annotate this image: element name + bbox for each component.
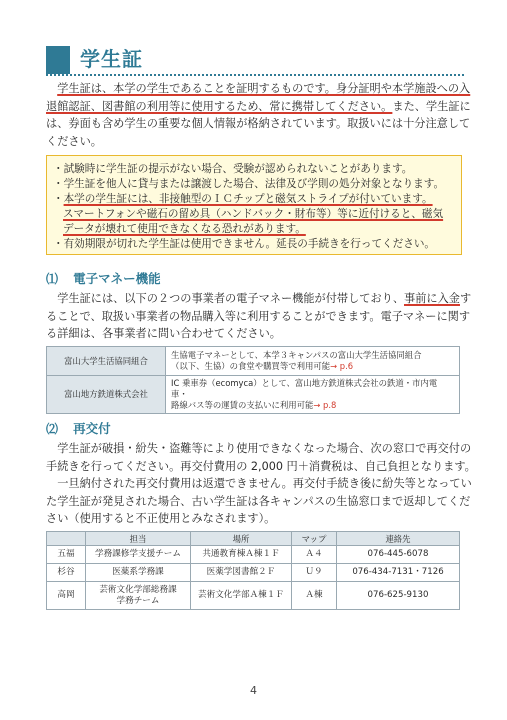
page-link[interactable]: → p.6 [330,361,354,371]
intro-line2-rest: また、学生証に [392,99,471,113]
warning-item: ・試験時に学生証の提示がない場合、受験が認められないことがあります。 [53,163,413,175]
table-row [47,376,460,414]
table-row: 高岡 芸術文化学部総務課 学務チーム 芸術文化学部Ａ棟１Ｆ Ａ棟 076-625-9130 [47,582,460,610]
header-contact: 連絡先 [337,532,460,546]
provider-desc: IC 乗車券（ecomyca）として、富山地方鉄道株式会社の鉄道・市内電車・ 路線バス等の運賃の支払いに利用可能→ p.8 [166,376,460,414]
phone-number: 076-445-6078 [337,546,460,564]
table-row [47,347,460,376]
header-campus [47,532,86,546]
intro-line4: ください。 [46,134,102,148]
section1-paragraph: 学生証には、以下の２つの事業者の電子マネー機能が付帯しており、事前に入金す ることで、取扱い事業者の物品購入等に利用することができます。電子マネーに関す る詳細は、各事業者に問い合わせてください。 [46,292,472,340]
provider-name: 富山大学生活協同組合 [47,347,166,376]
warning-item: ・学生証を他人に貸与または譲渡した場合、法律及び学則の処分対象となります。 [53,178,445,190]
title-accent-block [46,46,70,74]
phone-number: 076-434-7131・7126 [337,564,460,582]
provider-name: 富山地方鉄道株式会社 [47,376,166,414]
header-dept: 担当 [86,532,191,546]
section1-heading: ⑴ 電子マネー機能 [46,271,161,286]
table-header-row [47,532,460,546]
header-place: 場所 [191,532,292,546]
provider-desc: 生協電子マネーとして、本学３キャンパスの富山大学生活協同組合 （以下、生協）の食堂や購買等で利用可能→ p.6 [166,347,460,376]
warning-item: ・本学の学生証には、非接触型のＩＣチップと磁気ストライプが付いています。 [53,193,433,205]
intro-paragraph [46,80,471,150]
warning-box [46,155,462,255]
intro-line1: 学生証は、本学の学生であることを証明するものです。身分証明や本学施設への入 [57,82,471,95]
table-row: 五福 学務課修学支援チーム 共通教育棟Ａ棟１Ｆ Ａ４ 076-445-6078 [47,546,460,564]
section2-paragraph: 学生証が破損・紛失・盗難等により使用できなくなった場合、次の窓口で再交付の 手続きを行ってください。再交付費用の 2,000 円＋消費税は、自己負担となります。 一旦納付された再交付費用は返還できません。再交付手続き後に紛失等となってい た学生証が発見された場合、古い学生証は各キャンパスの生協窓口まで返却してくだ さい（使用すると不正使用とみなされます）。 [46,442,476,525]
page-number: 4 [250,684,257,697]
intro-line3: は、券面も含め学生の重要な個人情報が格納されています。取扱いには十分注意して [46,117,471,130]
office-table [46,531,460,610]
warning-item: データが壊れて使用できなくなる恐れがあります。 [63,223,306,235]
emoney-table [46,346,460,414]
page-link[interactable]: → p.8 [313,400,337,410]
table-row: 杉谷 医薬系学務課 医薬学図書館２Ｆ Ｕ９ 076-434-7131・7126 [47,564,460,582]
title-divider [46,74,464,76]
section2-heading: ⑵ 再交付 [46,421,111,436]
phone-number: 076-625-9130 [337,582,460,610]
page-title: 学生証 [80,47,143,71]
prepay-emphasis: 事前に入金 [404,292,460,305]
warning-item: ・有効期限が切れた学生証は使用できません。延長の手続きを行ってください。 [53,238,436,250]
header-map: マップ [292,532,337,546]
warning-item: スマートフォンや磁石の留め具（ハンドバック・財布等）等に近付けると、磁気 [63,208,444,220]
intro-line2-underlined: 退館認証、図書館の利用等に使用するため、常に携帯してください。 [46,99,393,113]
